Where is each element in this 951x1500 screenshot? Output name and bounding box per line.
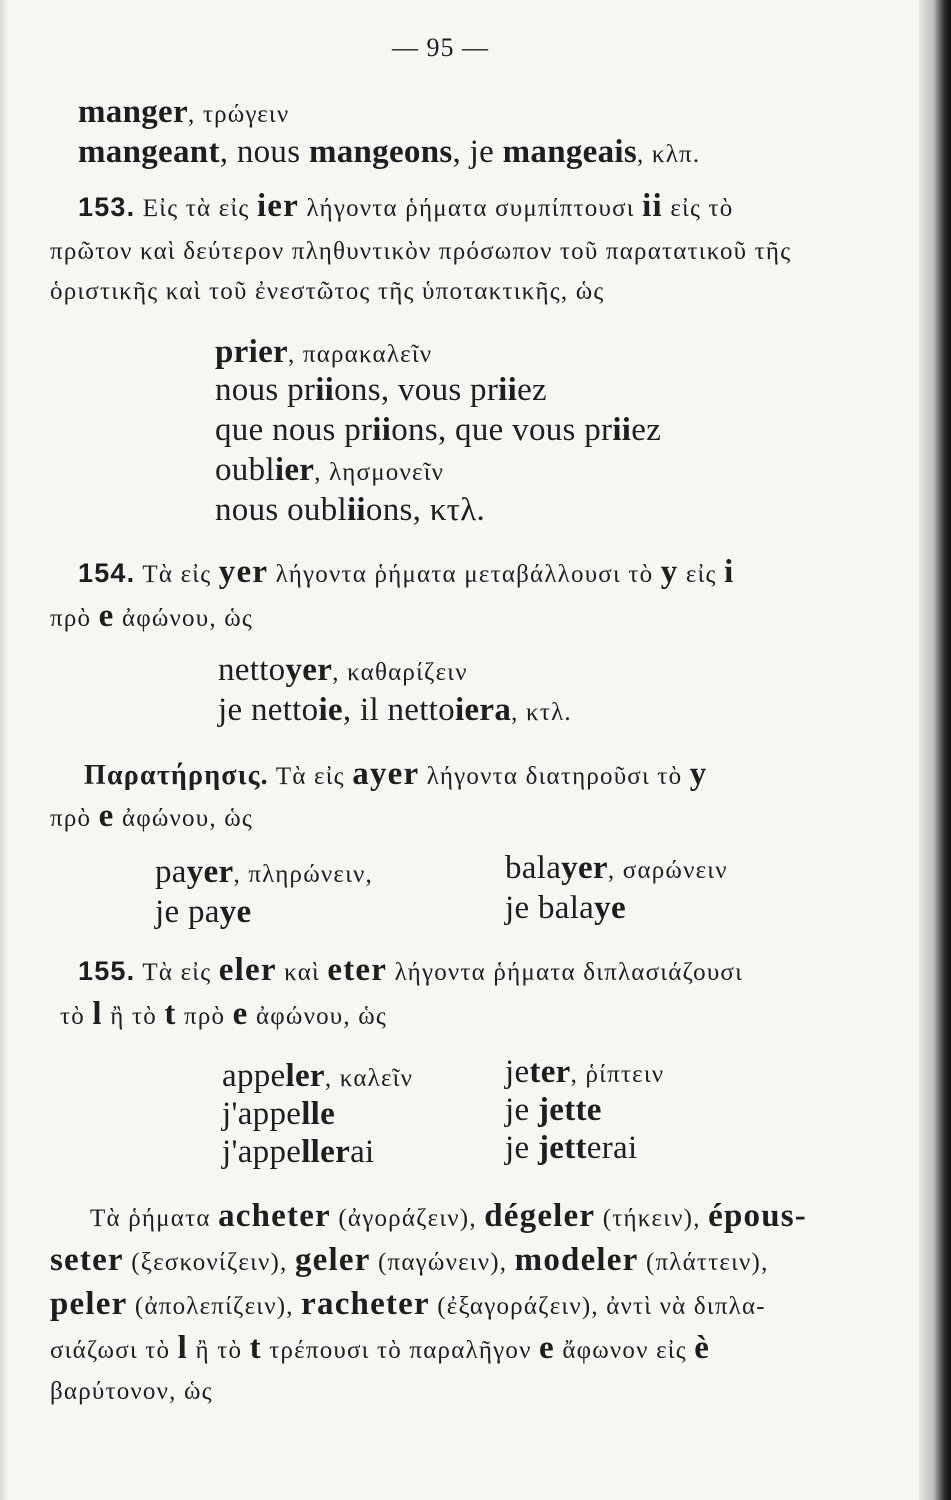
highlight: ye xyxy=(594,890,626,926)
french-letter: y xyxy=(660,554,679,590)
french-letter: t xyxy=(249,1330,262,1366)
example-appelle xyxy=(222,1094,335,1134)
greek-gloss: , τρώγειν xyxy=(187,101,290,128)
text-fragment: λήγοντα ῥήματα διπλασιάζουσι xyxy=(387,959,743,986)
page-left-edge xyxy=(0,0,8,1500)
greek-gloss: , παρακαλεῖν xyxy=(287,341,433,368)
example-prier xyxy=(215,332,432,375)
text-fragment: καὶ xyxy=(276,959,328,986)
highlight: jett xyxy=(537,1130,587,1166)
text-fragment: πρὸ xyxy=(176,1003,233,1030)
example-paye xyxy=(155,892,251,932)
text-fragment: ἢ τὸ xyxy=(188,1337,250,1364)
text-fragment: erai xyxy=(586,1130,638,1166)
example-balaye xyxy=(505,888,626,928)
text-fragment: σιάζωσι τὸ xyxy=(50,1337,178,1364)
text-fragment: je bala xyxy=(505,890,595,926)
greek-gloss: , σαρώνειν xyxy=(607,857,728,884)
highlight: ii xyxy=(612,412,632,448)
text-fragment: Τὰ εἰς xyxy=(135,959,219,986)
example-appeler xyxy=(222,1056,413,1099)
text-fragment: nous pr xyxy=(215,372,316,408)
highlight: lle xyxy=(301,1096,336,1132)
text-fragment: , je xyxy=(452,134,503,170)
highlight: ii xyxy=(498,372,518,408)
greek-gloss: , κλπ. xyxy=(637,141,701,168)
example-oubliions xyxy=(215,490,485,530)
example-jette xyxy=(505,1090,602,1130)
text-fragment: ai xyxy=(350,1134,375,1170)
text-fragment: εἰς xyxy=(678,561,725,588)
text-fragment: (ξεσκονίζειν), xyxy=(123,1249,295,1276)
section-154-line-1 xyxy=(78,552,734,595)
highlight: ter xyxy=(529,1054,571,1090)
paragraph-line-2 xyxy=(50,1240,769,1283)
text-fragment: ἢ τὸ xyxy=(102,1003,165,1030)
text-fragment: Τὰ εἰς xyxy=(268,763,353,790)
french-letter: e xyxy=(98,598,115,634)
highlight: ii xyxy=(315,372,335,408)
greek-gloss: , κτλ. xyxy=(511,699,572,726)
highlight: ye xyxy=(219,894,252,930)
greek-gloss: , πληρώνειν, xyxy=(233,861,373,888)
text-line-1 xyxy=(78,92,289,135)
text-fragment: pa xyxy=(155,854,187,890)
text-fragment: τὸ xyxy=(60,1003,93,1030)
text-fragment: λήγοντα ῥήματα μεταβάλλουσι τὸ xyxy=(268,561,661,588)
text-fragment: πρὸ xyxy=(50,805,99,832)
section-number: 154. xyxy=(78,558,136,588)
section-153-line-1 xyxy=(78,186,733,229)
section-153-line-3: ὁριστικῆς καὶ τοῦ ἐνεστῶτος τῆς ὑποτακτικῆς, ὡς xyxy=(50,278,605,305)
french-suffix: ier xyxy=(256,188,299,224)
text-fragment: oubl xyxy=(215,452,275,488)
section-153-line-2: πρῶτον καὶ δεύτερον πληθυντικὸν πρόσωπον τοῦ παρατατικοῦ τῆς xyxy=(50,238,792,265)
highlight: jette xyxy=(537,1092,602,1128)
text-fragment: Τὰ ῥήματα xyxy=(90,1205,219,1232)
text-fragment: ons, que vous pr xyxy=(391,412,613,448)
french-letter: t xyxy=(164,996,177,1032)
text-fragment: j'appe xyxy=(222,1134,302,1170)
highlight: yer xyxy=(186,854,234,890)
french-suffix: eler xyxy=(218,952,277,988)
french-letter: l xyxy=(177,1330,189,1366)
text-fragment: ons, vous pr xyxy=(334,372,499,408)
highlight: iera xyxy=(454,692,512,728)
french-word: dégeler xyxy=(484,1198,596,1234)
french-letter: e xyxy=(232,996,249,1032)
remark-line-2 xyxy=(50,796,253,839)
remark-title: Παρατήρησις. xyxy=(84,760,269,791)
greek-gloss: , ῥίπτειν xyxy=(570,1061,665,1088)
french-word: prier xyxy=(215,334,288,370)
french-suffix: eter xyxy=(327,952,388,988)
text-fragment: (ἀπολεπίζειν), xyxy=(127,1293,302,1320)
highlight: yer xyxy=(561,850,608,886)
text-fragment: que nous pr xyxy=(215,412,373,448)
text-fragment: je xyxy=(505,1130,538,1166)
text-fragment: Εἰς τὰ εἰς xyxy=(135,195,257,222)
example-nettoyer xyxy=(218,650,468,693)
highlight: yer xyxy=(285,652,333,688)
text-fragment: Τὰ εἰς xyxy=(135,561,219,588)
paragraph-line-5: βαρύτονον, ὡς xyxy=(50,1378,213,1405)
french-word: acheter xyxy=(218,1198,331,1234)
french-word: geler xyxy=(294,1242,371,1278)
example-priions xyxy=(215,370,547,410)
example-nettoie xyxy=(218,690,572,733)
text-fragment: ez xyxy=(517,372,547,408)
greek-gloss: , λησμονεῖν xyxy=(314,459,445,486)
text-fragment: je netto xyxy=(218,692,319,728)
section-154-line-2 xyxy=(50,596,253,639)
text-fragment: πρὸ xyxy=(50,605,99,632)
paragraph-line-1 xyxy=(90,1196,807,1239)
text-fragment: bala xyxy=(505,850,562,886)
highlight: ier xyxy=(274,452,315,488)
text-fragment: (ἐξαγοράζειν), ἀντὶ νὰ διπλα- xyxy=(429,1293,766,1320)
highlight: ler xyxy=(285,1058,325,1094)
french-word: racheter xyxy=(301,1286,430,1322)
french-letter: e xyxy=(98,798,115,834)
text-fragment: τρέπουσι τὸ παραλῆγον xyxy=(261,1337,540,1364)
example-jetterai xyxy=(505,1128,637,1168)
greek-gloss: , καθαρίζειν xyxy=(332,659,468,686)
text-fragment: nous oubl xyxy=(215,492,347,528)
highlight: ller xyxy=(301,1134,351,1170)
paragraph-line-4 xyxy=(50,1328,710,1371)
section-number: 153. xyxy=(78,192,136,222)
page-number: — 95 — xyxy=(392,33,489,62)
text-fragment: ἀφώνου, ὡς xyxy=(248,1003,387,1030)
example-appellerai xyxy=(222,1132,374,1172)
example-balayer xyxy=(505,848,728,891)
french-suffix: ayer xyxy=(352,756,420,792)
section-155-line-1 xyxy=(78,950,743,993)
text-fragment: je xyxy=(505,1092,538,1128)
french-letter: è xyxy=(694,1330,711,1366)
highlight: ii xyxy=(346,492,366,528)
text-fragment: (τήκειν), xyxy=(595,1205,709,1232)
text-fragment: (ἀγοράζειν), xyxy=(330,1205,485,1232)
text-fragment: ἀφώνου, ὡς xyxy=(114,805,253,832)
text-line-2 xyxy=(78,132,700,175)
section-number: 155. xyxy=(78,956,136,986)
remark-line-1 xyxy=(84,754,707,797)
text-fragment: ons, κτλ. xyxy=(365,492,486,528)
greek-gloss: , καλεῖν xyxy=(324,1065,414,1092)
section-155-line-2 xyxy=(60,994,387,1037)
text-fragment: λήγοντα ῥήματα συμπίπτουσι xyxy=(299,195,643,222)
french-word: épous- xyxy=(708,1198,807,1234)
text-fragment: je xyxy=(505,1054,530,1090)
text-fragment: , nous xyxy=(219,134,309,170)
paragraph-line-3 xyxy=(50,1284,766,1327)
example-jeter xyxy=(505,1052,664,1095)
text-fragment: ἀφώνου, ὡς xyxy=(114,605,253,632)
french-suffix: ii xyxy=(642,188,663,224)
example-que-priions xyxy=(215,410,661,450)
french-word: modeler xyxy=(514,1242,639,1278)
french-letter: l xyxy=(92,996,103,1032)
french-word: seter xyxy=(50,1242,124,1278)
text-fragment: (πλάττειν), xyxy=(638,1249,769,1276)
french-letter: y xyxy=(689,756,708,792)
page-binding-shadow xyxy=(919,0,951,1500)
text-fragment: ἄφωνον εἰς xyxy=(554,1337,695,1364)
french-letter: e xyxy=(539,1330,555,1366)
highlight: ii xyxy=(372,412,392,448)
text-fragment: j'appe xyxy=(222,1096,302,1132)
text-fragment: appe xyxy=(222,1058,286,1094)
french-word: manger xyxy=(78,94,188,130)
french-word: peler xyxy=(50,1286,128,1322)
text-fragment: , il netto xyxy=(342,692,455,728)
french-suffix: yer xyxy=(218,554,269,590)
french-letter: i xyxy=(724,554,735,590)
example-payer xyxy=(155,852,373,895)
text-fragment: εἰς τὸ xyxy=(662,195,734,222)
french-word: mangeais xyxy=(502,134,638,170)
text-fragment: netto xyxy=(218,652,286,688)
text-fragment: ez xyxy=(631,412,662,448)
french-word: mangeant xyxy=(78,134,220,170)
text-fragment: je pa xyxy=(155,894,220,930)
example-oublier xyxy=(215,450,444,493)
highlight: ie xyxy=(318,692,343,728)
text-fragment: (παγώνειν), xyxy=(370,1249,515,1276)
french-word: mangeons xyxy=(308,134,453,170)
text-fragment: λήγοντα διατηροῦσι τὸ xyxy=(419,763,690,790)
